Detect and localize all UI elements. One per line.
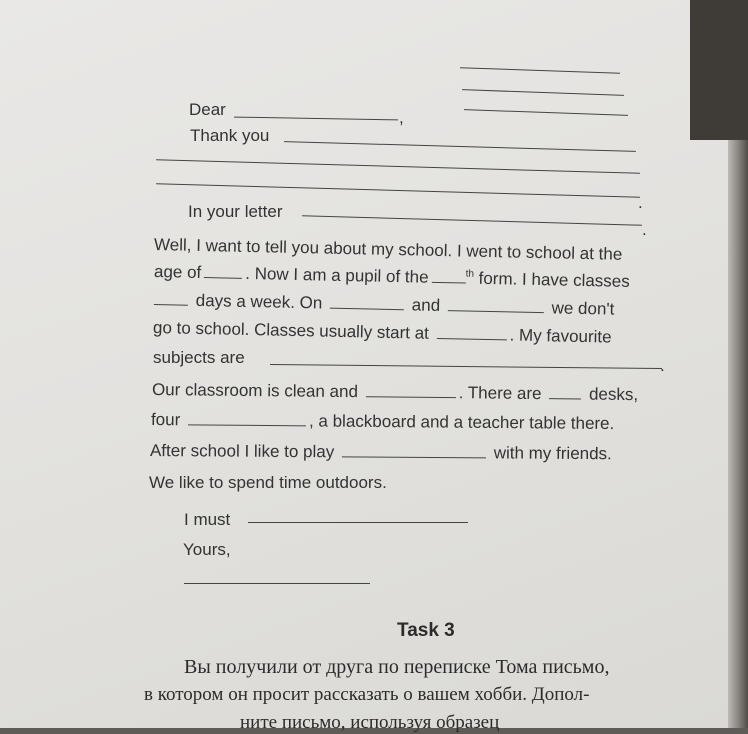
background-shadow [690,0,748,140]
days-text: days a week. On [195,290,323,313]
form-blank[interactable] [431,268,465,284]
paragraph-line-1: Well, I want to tell you about my school. I went to school at the [153,235,623,264]
friends-text: with my friends. [493,443,612,464]
classroom-blank[interactable] [366,382,456,398]
task-title: Task 3 [397,620,455,641]
classroom-text: Our classroom is clean and [151,380,359,402]
task-instruction-line-3: ните письмо, используя образец [240,712,500,733]
after-school-text: After school I like to play [149,441,335,462]
in-your-letter-dot: . [642,220,647,239]
signature-blank[interactable] [184,583,370,584]
thank-you-label: Thank you [190,126,270,145]
task-instruction-line-2: в котором он просит рассказать о вашем хобби. Допол- [144,684,590,705]
pupil-text: . Now I am a pupil of the [245,263,429,287]
yours-label: Yours, [183,540,231,559]
paragraph-line-9: We like to spend time outdoors. [149,473,387,492]
dont-text: we don't [551,298,615,319]
and-text: and [411,295,441,315]
desks-count-blank[interactable] [549,384,581,399]
day-1-blank[interactable] [330,294,404,311]
i-must-blank[interactable] [248,522,468,523]
greeting-label: Dear [189,100,226,119]
blackboard-text: , a blackboard and a teacher table there. [308,411,615,434]
paragraph-line-7 [151,410,614,434]
paragraph-line-8 [150,441,612,464]
play-blank[interactable] [342,442,486,458]
there-are-text: . There are [458,383,542,404]
days-blank[interactable] [154,290,188,306]
thank-you-dot: . [638,193,643,212]
four-text: four [150,410,181,430]
go-to-school-text: go to school. Classes usually start at [152,318,430,343]
in-your-letter-label: In your letter [188,202,283,221]
th-superscript: th [465,268,475,281]
age-of-label: age of [153,262,202,282]
desks-text: desks, [588,384,639,405]
task-instruction-line-1: Вы получили от друга по переписке Тома письмо, [184,656,610,678]
day-2-blank[interactable] [448,296,544,313]
subjects-dot: . [660,356,665,375]
start-time-blank[interactable] [436,324,506,340]
favourite-text: . My favourite [509,325,612,347]
greeting-comma: , [399,108,404,127]
age-blank[interactable] [204,263,242,279]
four-items-blank[interactable] [188,410,306,426]
i-must-label: I must [184,510,231,529]
subjects-label: subjects are [153,348,245,367]
form-text: form. I have classes [478,268,630,291]
